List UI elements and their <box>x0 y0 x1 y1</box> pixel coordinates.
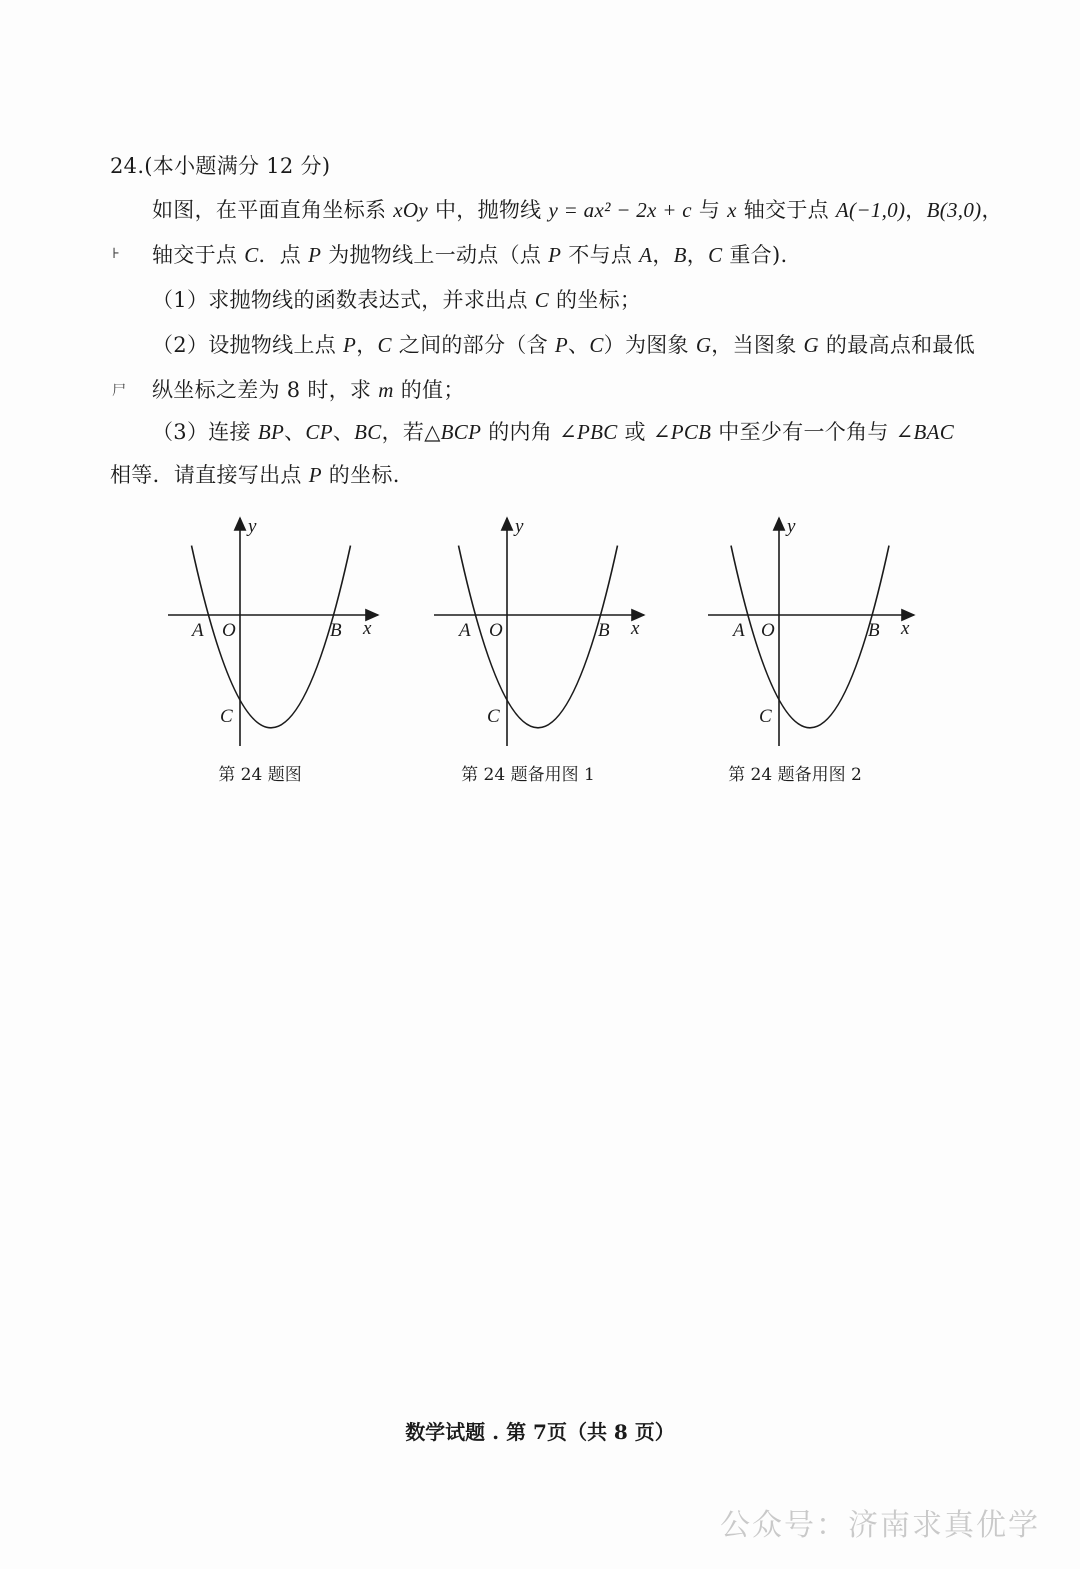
point-b-coord: B(3,0) <box>926 198 982 222</box>
parabola-curve <box>459 546 618 728</box>
origin-label: O <box>222 620 236 641</box>
x-axis-label: x <box>901 618 910 639</box>
question-1: （1）求抛物线的函数表达式，并求出点 C 的坐标； <box>152 288 642 312</box>
x-axis-label: x <box>363 618 372 639</box>
y-axis-label: y <box>248 516 257 537</box>
page-footer: 数学试题 . 第 7页（共 8 页） <box>405 1420 675 1444</box>
problem-intro-line-1: 如图，在平面直角坐标系 xOy 中，抛物线 y = ax² − 2x + c 与 x 轴交于点 A(−1,0)，B(3,0)， <box>152 198 1003 222</box>
origin-label: O <box>761 620 775 641</box>
parabola-diagram <box>700 512 940 752</box>
parabola-figure-backup-2 <box>700 512 940 792</box>
figure-caption: 第 24 题备用图 2 <box>728 765 862 785</box>
point-c-label: C <box>759 706 772 727</box>
point-a-label: A <box>192 620 204 641</box>
parabola-diagram <box>428 512 668 752</box>
question-3-line-1: （3）连接 BP、CP、BC，若△BCP 的内角 ∠PBC 或 ∠PCB 中至少有一个角与 ∠BAC <box>152 420 955 444</box>
point-b-label: B <box>330 620 342 641</box>
y-axis-label: y <box>515 516 524 537</box>
parabola-figure-main <box>160 512 400 792</box>
question-3-line-2: 相等．请直接写出点 P 的坐标. <box>110 463 400 487</box>
figure-caption: 第 24 题图 <box>218 765 302 785</box>
origin-label: O <box>489 620 503 641</box>
point-c-label: C <box>220 706 233 727</box>
problem-intro-line-2: 轴交于点 C．点 P 为抛物线上一动点（点 P 不与点 A，B，C 重合). <box>152 243 788 267</box>
problem-header: 24.(本小题满分 12 分) <box>110 154 331 178</box>
point-b-label: B <box>868 620 880 641</box>
question-2-line-2: 纵坐标之差为 8 时，求 m 的值； <box>152 378 465 402</box>
y-axis-label: y <box>787 516 796 537</box>
point-a-label: A <box>733 620 745 641</box>
watermark: 公众号：济南求真优学 <box>720 1508 1040 1543</box>
parabola-figure-backup-1 <box>428 512 668 792</box>
point-a-coord: A(−1,0) <box>835 198 906 222</box>
scan-mark: ⊦ <box>112 246 120 262</box>
point-c-label: C <box>487 706 500 727</box>
figure-caption: 第 24 题备用图 1 <box>461 765 595 785</box>
parabola-curve <box>192 546 351 728</box>
x-axis-label: x <box>631 618 640 639</box>
question-2-line-1: （2）设抛物线上点 P，C 之间的部分（含 P、C）为图象 G，当图象 G 的最高点和最低 <box>152 333 976 357</box>
parabola-formula: y = ax² − 2x + c <box>548 198 692 222</box>
scan-mark: 尸 <box>112 383 126 399</box>
parabola-diagram <box>160 512 400 752</box>
parabola-curve <box>731 546 889 728</box>
point-b-label: B <box>598 620 610 641</box>
point-a-label: A <box>459 620 471 641</box>
